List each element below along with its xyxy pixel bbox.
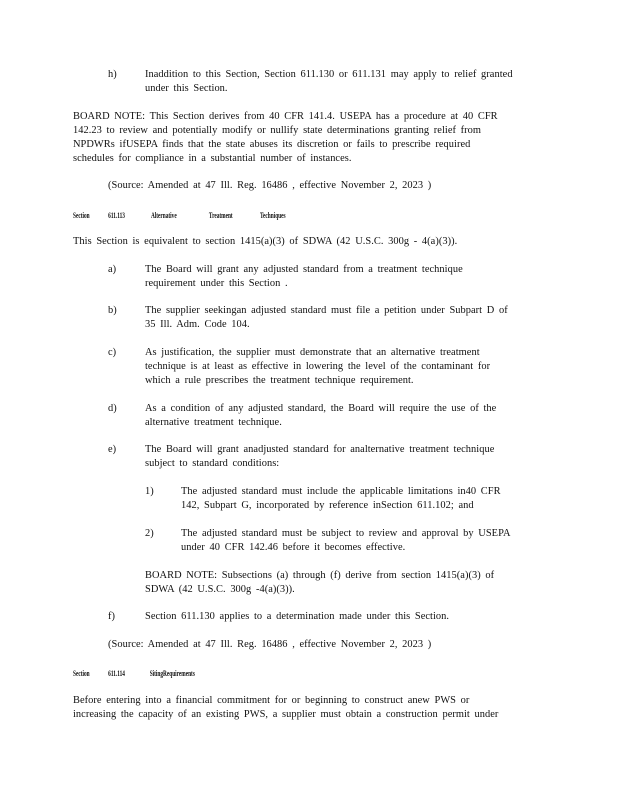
board-note-line-2: 142.23 to review and potentially modify or nullify state determinations granting relief from	[73, 125, 482, 136]
subitem-label-2: 2)	[145, 528, 154, 539]
section-intro-line-1: Before entering into a financial commitment for or beginning to construct anew PWS or	[73, 695, 470, 706]
subitem-1-line-2: 142, Subpart G, incorporated by reference inSection 611.102; and	[181, 500, 474, 511]
section-word: Section	[73, 210, 90, 220]
subitem-2-line-1: The adjusted standard must be subject to review and approval by USEPA	[181, 528, 511, 539]
item-a-line-1: The Board will grant any adjusted standard from a treatment technique	[145, 264, 463, 275]
item-label-a: a)	[108, 264, 117, 275]
item-b-line-2: 35 Ill. Adm. Code 104.	[145, 319, 250, 330]
section-heading-611-113	[73, 209, 286, 221]
item-label-f: f)	[108, 611, 115, 622]
item-c-line-2: technique is at least as effective in lowering the level of the contaminant for	[145, 361, 491, 372]
source-note: (Source: Amended at 47 Ill. Reg. 16486 , effective November 2, 2023 )	[108, 180, 432, 191]
source-note: (Source: Amended at 47 Ill. Reg. 16486 , effective November 2, 2023 )	[108, 639, 432, 650]
subitem-label-1: 1)	[145, 486, 154, 497]
item-h-line-1: Inaddition to this Section, Section 611.130 or 611.131 may apply to relief granted	[145, 69, 513, 80]
item-b-line-1: The supplier seekingan adjusted standard must file a petition under Subpart D of	[145, 305, 508, 316]
item-label-e: e)	[108, 444, 117, 455]
subitem-2-line-2: under 40 CFR 142.46 before it becomes effective.	[181, 542, 406, 553]
item-label-h: h)	[108, 69, 117, 80]
section-number: 611.113	[108, 210, 125, 220]
item-c-line-3: which a rule prescribes the treatment technique requirement.	[145, 375, 414, 386]
section-intro: This Section is equivalent to section 1415(a)(3) of SDWA (42 U.S.C. 300g - 4(a)(3)).	[73, 236, 458, 247]
section-title-word-1: Alternative	[150, 210, 177, 220]
subsection-board-note-line-1: BOARD NOTE: Subsections (a) through (f) derive from section 1415(a)(3) of	[145, 570, 495, 581]
subitem-1-line-1: The adjusted standard must include the applicable limitations in40 CFR	[181, 486, 501, 497]
section-heading-611-114	[73, 667, 195, 679]
section-number: 611.114	[108, 668, 125, 678]
board-note-line-4: schedules for compliance in a substantial number of instances.	[73, 153, 352, 164]
section-title-word-3: Techniques	[259, 210, 286, 220]
item-e-line-1: The Board will grant anadjusted standard for analternative treatment technique	[145, 444, 495, 455]
section-title-word-2: Treatment	[208, 210, 233, 220]
item-a-line-2: requirement under this Section .	[145, 278, 288, 289]
item-h-line-2: under this Section.	[145, 83, 228, 94]
subsection-board-note-line-2: SDWA (42 U.S.C. 300g -4(a)(3)).	[145, 584, 295, 595]
item-f-line-1: Section 611.130 applies to a determination made under this Section.	[145, 611, 450, 622]
board-note-line-1: BOARD NOTE: This Section derives from 40 CFR 141.4. USEPA has a procedure at 40 CFR	[73, 111, 498, 122]
section-title: SitingRequirements	[149, 668, 195, 678]
section-intro-line-2: increasing the capacity of an existing PWS, a supplier must obtain a construction permit under	[73, 709, 499, 720]
item-d-line-1: As a condition of any adjusted standard, the Board will require the use of the	[145, 403, 497, 414]
item-e-line-2: subject to standard conditions:	[145, 458, 280, 469]
item-label-c: c)	[108, 347, 117, 358]
item-label-b: b)	[108, 305, 117, 316]
section-word: Section	[73, 668, 90, 678]
board-note-line-3: NPDWRs ifUSEPA finds that the state abuses its discretion or fails to prescribe required	[73, 139, 471, 150]
item-c-line-1: As justification, the supplier must demonstrate that an alternative treatment	[145, 347, 480, 358]
item-d-line-2: alternative treatment technique.	[145, 417, 282, 428]
item-label-d: d)	[108, 403, 117, 414]
